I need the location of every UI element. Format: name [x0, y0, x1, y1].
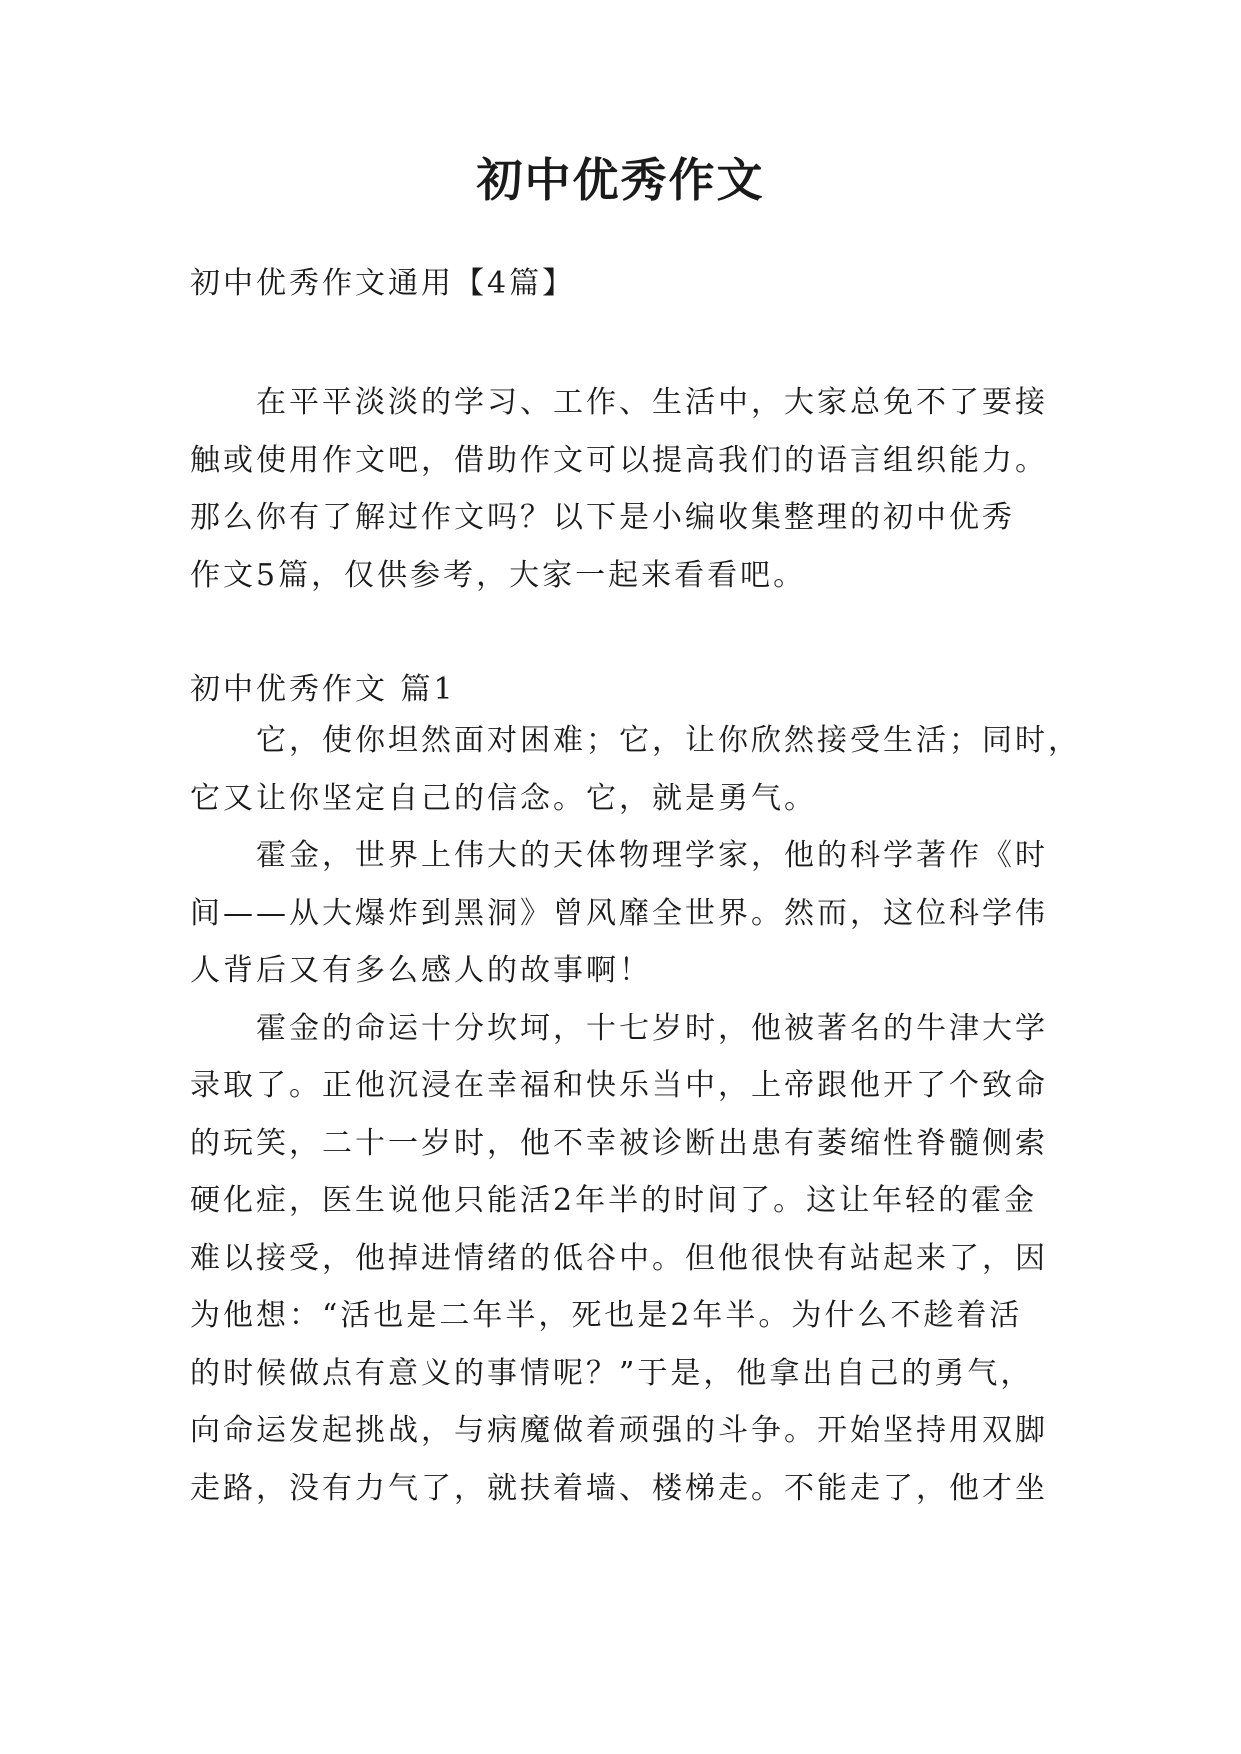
body-line: 霍金的命运十分坎坷，十七岁时，他被著名的牛津大学 [256, 1010, 1048, 1046]
body-text [190, 712, 1081, 1517]
document-title: 初中优秀作文 [476, 153, 765, 207]
intro-line: 作文5篇，仅供参考，大家一起来看看吧。 [190, 557, 807, 593]
body-line: 难以接受，他掉进情绪的低谷中。但他很快有站起来了，因 [190, 1240, 1048, 1276]
body-line: 走路，没有力气了，就扶着墙、楼梯走。不能走了，他才坐 [190, 1470, 1048, 1506]
intro-paragraph [190, 374, 1070, 604]
intro-line: 那么你有了解过作文吗？以下是小编收集整理的初中优秀 [190, 500, 1015, 535]
body-line: 间——从大爆炸到黑洞》曾风靡全世界。然而，这位科学伟 [190, 895, 1048, 931]
body-line: 霍金，世界上伟大的天体物理学家，他的科学著作《时 [256, 838, 1048, 873]
body-line: 硬化症，医生说他只能活2年半的时间了。这让年轻的霍金 [190, 1183, 1038, 1218]
body-line: 的玩笑，二十一岁时，他不幸被诊断出患有萎缩性脊髓侧索 [190, 1125, 1048, 1161]
body-line: 的时候做点有意义的事情呢？”于是，他拿出自己的勇气， [190, 1355, 1034, 1391]
body-line: 人背后又有多么感人的故事啊！ [190, 953, 652, 988]
intro-line: 触或使用作文吧，借助作文可以提高我们的语言组织能力。 [190, 442, 1048, 478]
body-line: 它，使你坦然面对困难；它，让你欣然接受生活；同时， [256, 723, 1081, 758]
body-line: 录取了。正他沉浸在幸福和快乐当中，上帝跟他开了个致命 [190, 1068, 1048, 1103]
document-subtitle: 初中优秀作文通用【4篇】 [190, 266, 576, 301]
body-line: 为他想：“活也是二年半，死也是2年半。为什么不趁着活 [190, 1298, 1023, 1333]
body-line: 它又让你坚定自己的信念。它，就是勇气。 [190, 780, 817, 816]
body-line: 向命运发起挑战，与病魔做着顽强的斗争。开始坚持用双脚 [190, 1413, 1048, 1448]
document-content [190, 264, 1081, 1517]
section-heading: 初中优秀作文 篇1 [190, 672, 456, 707]
intro-line: 在平平淡淡的学习、工作、生活中，大家总免不了要接 [256, 385, 1048, 420]
